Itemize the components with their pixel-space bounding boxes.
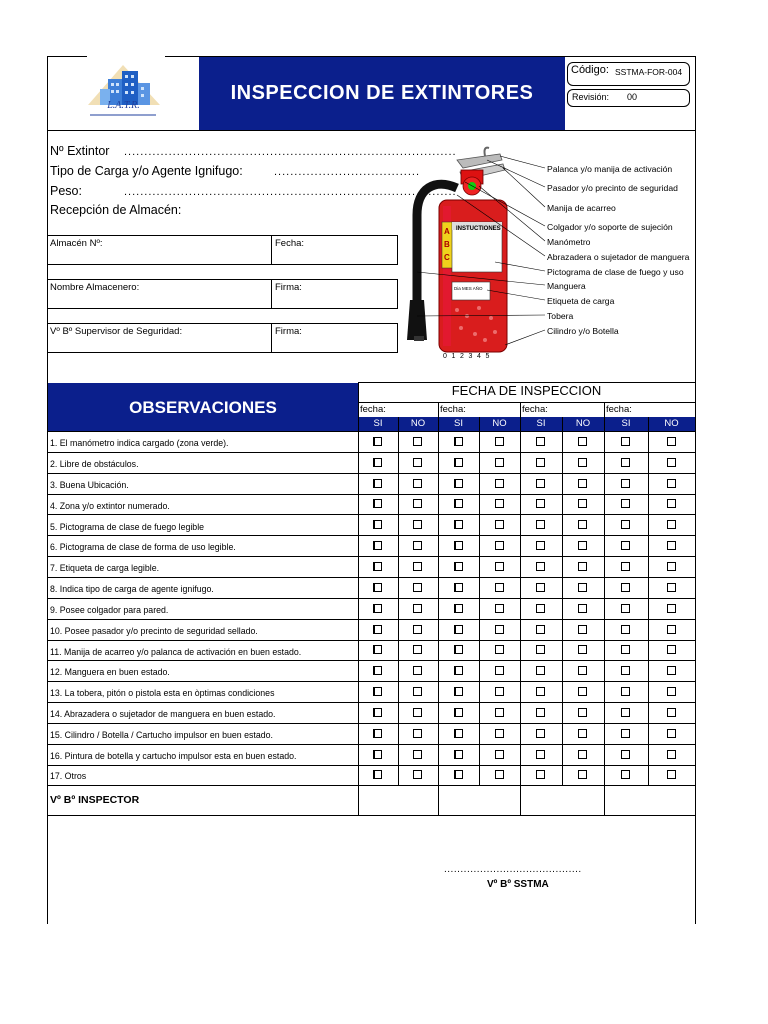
checkbox-r5-si2[interactable]: [454, 520, 463, 529]
almacenero-label: Nombre Almacenero:: [50, 282, 140, 293]
fecha-label-4: fecha:: [606, 404, 632, 415]
row-line-12: [47, 681, 696, 682]
instructions-label: INSTUCTIONES: [456, 226, 501, 232]
checkbox-r15-si2[interactable]: [454, 729, 463, 738]
checkbox-r2-si4[interactable]: [621, 458, 630, 467]
row-text-1: 1. El manómetro indica cargado (zona verde).: [50, 438, 229, 448]
checkbox-r4-no1[interactable]: [413, 499, 422, 508]
col-line-obs: [358, 383, 359, 815]
checkbox-r16-si3[interactable]: [536, 750, 545, 759]
col-line-group-2: [520, 402, 521, 815]
company-logo-icon: [48, 57, 199, 130]
row-line-2: [47, 473, 696, 474]
carga-field[interactable]: ....................................: [274, 166, 421, 178]
checkbox-r17-si3[interactable]: [536, 770, 545, 779]
si-label-3: SI: [536, 418, 546, 429]
checkbox-r7-no4[interactable]: [667, 562, 676, 571]
checkbox-r6-si3[interactable]: [536, 541, 545, 550]
checkbox-r4-si1[interactable]: [373, 499, 382, 508]
checkbox-r5-si1[interactable]: [373, 520, 382, 529]
callout-pasador: Pasador y/o precinto de seguridad: [547, 183, 678, 193]
row-line-7: [47, 577, 696, 578]
checkbox-r14-no2[interactable]: [495, 708, 504, 717]
row-line-9: [47, 619, 696, 620]
checkbox-r12-si4[interactable]: [621, 666, 630, 675]
checkbox-r15-si4[interactable]: [621, 729, 630, 738]
checkbox-r2-si3[interactable]: [536, 458, 545, 467]
peso-field[interactable]: ..................................................................................: [124, 186, 457, 198]
checkbox-r14-si3[interactable]: [536, 708, 545, 717]
frame-left-border: [47, 56, 48, 924]
callout-manguera: Manguera: [547, 281, 586, 291]
form-title: INSPECCION DE EXTINTORES: [230, 82, 534, 104]
almacen-divider: [271, 235, 272, 265]
checkbox-r4-no2[interactable]: [495, 499, 504, 508]
scale-numbers: [443, 353, 489, 360]
title-banner: [199, 57, 565, 130]
checkbox-r17-no1[interactable]: [413, 770, 422, 779]
revision-box: [567, 89, 690, 107]
row-text-8: 8. Indica tipo de carga de agente ignifugo.: [50, 584, 214, 594]
checkbox-r12-no4[interactable]: [667, 666, 676, 675]
etiqueta-label: Dia MES AÑO: [454, 286, 483, 291]
checkbox-r16-si1[interactable]: [373, 750, 382, 759]
checkbox-r16-no2[interactable]: [495, 750, 504, 759]
sstma-signature-line[interactable]: ..........................................: [444, 864, 582, 875]
checkbox-r6-si1[interactable]: [373, 541, 382, 550]
checkbox-r3-si4[interactable]: [621, 479, 630, 488]
checkbox-r8-no1[interactable]: [413, 583, 422, 592]
checkbox-r7-si1[interactable]: [373, 562, 382, 571]
checkbox-r5-no2[interactable]: [495, 520, 504, 529]
row-text-16: 16. Pintura de botella y cartucho impulsor esta en buen estado.: [50, 751, 297, 761]
row-text-15: 15. Cilindro / Botella / Cartucho impulsor en buen estado.: [50, 730, 273, 740]
row-line-10: [47, 640, 696, 641]
checkbox-r9-si2[interactable]: [454, 604, 463, 613]
col-line-split-4: [648, 417, 649, 785]
checkbox-r6-si4[interactable]: [621, 541, 630, 550]
fecha-inspeccion-line: [358, 402, 696, 403]
row-text-5: 5. Pictograma de clase de fuego legible: [50, 522, 205, 532]
checkbox-r12-si1[interactable]: [373, 666, 382, 675]
callout-manija: Manija de acarreo: [547, 203, 616, 213]
checkbox-r1-si1[interactable]: [373, 437, 382, 446]
checkbox-r3-si2[interactable]: [454, 479, 463, 488]
scale-1: 1: [451, 353, 456, 360]
checkbox-r7-si2[interactable]: [454, 562, 463, 571]
logo-area: [48, 57, 199, 130]
checkbox-r7-no2[interactable]: [495, 562, 504, 571]
row-line-5: [47, 535, 696, 536]
extinguisher-diagram: [405, 140, 695, 370]
checkbox-r3-no2[interactable]: [495, 479, 504, 488]
checkbox-r12-no3[interactable]: [578, 666, 587, 675]
checkbox-r6-no4[interactable]: [667, 541, 676, 550]
carga-label: Tipo de Carga y/o Agente Ignifugo:: [50, 164, 243, 178]
checkbox-r15-no1[interactable]: [413, 729, 422, 738]
checkbox-r17-si4[interactable]: [621, 770, 630, 779]
checkbox-r4-si4[interactable]: [621, 499, 630, 508]
checkbox-r5-si4[interactable]: [621, 520, 630, 529]
checkbox-r4-si3[interactable]: [536, 499, 545, 508]
checkbox-r11-si2[interactable]: [454, 645, 463, 654]
almacen-label: Almacén Nº:: [50, 238, 103, 249]
scale-0: 0: [443, 353, 447, 360]
extintor-field[interactable]: ..................................................................................: [124, 146, 457, 158]
checkbox-r7-no1[interactable]: [413, 562, 422, 571]
checkbox-r15-no2[interactable]: [495, 729, 504, 738]
checkbox-r16-si4[interactable]: [621, 750, 630, 759]
checkbox-r14-si1[interactable]: [373, 708, 382, 717]
abc-letter-a: A: [444, 227, 450, 236]
si-label-1: SI: [373, 418, 383, 429]
checkbox-r5-no4[interactable]: [667, 520, 676, 529]
checkbox-r13-no2[interactable]: [495, 687, 504, 696]
fecha-inspeccion-title: FECHA DE INSPECCION: [451, 383, 602, 398]
checkbox-r9-si4[interactable]: [621, 604, 630, 613]
checkbox-r4-no4[interactable]: [667, 499, 676, 508]
revision-value: 00: [627, 92, 638, 102]
checkbox-r8-no2[interactable]: [495, 583, 504, 592]
checkbox-r3-no3[interactable]: [578, 479, 587, 488]
checkbox-r13-si2[interactable]: [454, 687, 463, 696]
checkbox-r9-no1[interactable]: [413, 604, 422, 613]
fecha-label: Fecha:: [275, 238, 305, 249]
row-text-6: 6. Pictograma de clase de forma de uso legible.: [50, 542, 236, 552]
checkbox-r10-no2[interactable]: [495, 625, 504, 634]
checkbox-r17-si1[interactable]: [373, 770, 382, 779]
row-text-11: 11. Manija de acarreo y/o palanca de activación en buen estado.: [50, 647, 302, 657]
callout-cilindro: Cilindro y/o Botella: [547, 326, 619, 336]
peso-label: Peso:: [50, 184, 82, 198]
checkbox-r17-no2[interactable]: [495, 770, 504, 779]
row-line-1: [47, 452, 696, 453]
checkbox-r7-no3[interactable]: [578, 562, 587, 571]
checkbox-r11-no3[interactable]: [578, 645, 587, 654]
checkbox-r16-no1[interactable]: [413, 750, 422, 759]
checkbox-r1-no1[interactable]: [413, 437, 422, 446]
checkbox-r17-no4[interactable]: [667, 770, 676, 779]
checkbox-r12-si2[interactable]: [454, 666, 463, 675]
checkbox-r11-si3[interactable]: [536, 645, 545, 654]
callout-abrazadera: Abrazadera o sujetador de manguera: [547, 252, 690, 262]
checkbox-r2-no4[interactable]: [667, 458, 676, 467]
inspector-label: Vº Bº INSPECTOR: [50, 794, 140, 806]
col-line-split-2: [479, 417, 480, 785]
no-label-3: NO: [575, 418, 591, 429]
row-line-14: [47, 723, 696, 724]
checkbox-r6-no3[interactable]: [578, 541, 587, 550]
scale-4: 4: [477, 353, 481, 360]
col-line-group-3: [604, 402, 605, 815]
checkbox-r7-si4[interactable]: [621, 562, 630, 571]
row-text-13: 13. La tobera, pitón o pistola esta en òptimas condiciones: [50, 688, 275, 698]
checkbox-r11-no4[interactable]: [667, 645, 676, 654]
row-text-4: 4. Zona y/o extintor numerado.: [50, 501, 170, 511]
codigo-label: Código:: [571, 64, 609, 76]
col-line-group-1: [438, 402, 439, 815]
checkbox-r14-no4[interactable]: [667, 708, 676, 717]
logo-text: L.A.T.R.: [107, 100, 140, 111]
checkbox-r1-no4[interactable]: [667, 437, 676, 446]
no-label-2: NO: [492, 418, 507, 429]
checkbox-r8-no4[interactable]: [667, 583, 676, 592]
checkbox-r12-no2[interactable]: [495, 666, 504, 675]
row-line-13: [47, 702, 696, 703]
row-text-14: 14. Abrazadera o sujetador de manguera en buen estado.: [50, 709, 276, 719]
checkbox-r3-si3[interactable]: [536, 479, 545, 488]
row-line-6: [47, 556, 696, 557]
checkbox-r17-si2[interactable]: [454, 770, 463, 779]
checkbox-r5-no3[interactable]: [578, 520, 587, 529]
abc-letter-c: C: [444, 253, 450, 262]
firma-label: Firma:: [275, 282, 302, 293]
row-line-8: [47, 598, 696, 599]
abc-label: [444, 225, 454, 264]
scale-2: 2: [460, 353, 464, 360]
row-line-16: [47, 765, 696, 766]
checkbox-r6-no1[interactable]: [413, 541, 422, 550]
almacenero-divider: [271, 279, 272, 309]
row-text-9: 9. Posee colgador para pared.: [50, 605, 169, 615]
checkbox-r7-si3[interactable]: [536, 562, 545, 571]
checkbox-r10-no3[interactable]: [578, 625, 587, 634]
checkbox-r14-no1[interactable]: [413, 708, 422, 717]
checkbox-r9-si1[interactable]: [373, 604, 382, 613]
row-line-3: [47, 494, 696, 495]
checkbox-r13-no1[interactable]: [413, 687, 422, 696]
fecha-label-3: fecha:: [522, 404, 548, 415]
checkbox-r12-si3[interactable]: [536, 666, 545, 675]
callout-manometro: Manómetro: [547, 237, 591, 247]
supervisor-label: Vº Bº Supervisor de Seguridad:: [50, 326, 183, 337]
checkbox-r3-no4[interactable]: [667, 479, 676, 488]
col-line-split-3: [562, 417, 563, 785]
checkbox-r11-si1[interactable]: [373, 645, 382, 654]
row-text-7: 7. Etiqueta de carga legible.: [50, 563, 160, 573]
checkbox-r16-si2[interactable]: [454, 750, 463, 759]
row-text-3: 3. Buena Ubicación.: [50, 480, 129, 490]
checkbox-r13-si4[interactable]: [621, 687, 630, 696]
observaciones-title: OBSERVACIONES: [129, 398, 277, 417]
row-line-18: [47, 815, 696, 816]
checkbox-r14-si2[interactable]: [454, 708, 463, 717]
checkbox-r15-no3[interactable]: [578, 729, 587, 738]
col-line-split-1: [398, 417, 399, 785]
checkbox-r8-si3[interactable]: [536, 583, 545, 592]
sstma-label: Vº Bº SSTMA: [487, 879, 549, 890]
checkbox-r15-no4[interactable]: [667, 729, 676, 738]
row-line-11: [47, 660, 696, 661]
row-text-2: 2. Libre de obstáculos.: [50, 459, 139, 469]
si-label-4: SI: [621, 418, 631, 429]
checkbox-r6-no2[interactable]: [495, 541, 504, 550]
checkbox-r10-si2[interactable]: [454, 625, 463, 634]
checkbox-r5-no1[interactable]: [413, 520, 422, 529]
codigo-box: [567, 62, 690, 86]
checkbox-r3-no1[interactable]: [413, 479, 422, 488]
checkbox-r15-si3[interactable]: [536, 729, 545, 738]
header-bottom-line: [47, 130, 696, 131]
checkbox-r5-si3[interactable]: [536, 520, 545, 529]
checkbox-r4-si2[interactable]: [454, 499, 463, 508]
checkbox-r10-no1[interactable]: [413, 625, 422, 634]
no-label-4: NO: [664, 418, 679, 429]
checkbox-r3-si1[interactable]: [373, 479, 382, 488]
row-line-0: [47, 431, 696, 432]
frame-right-border: [695, 56, 696, 924]
checkbox-r1-no2[interactable]: [495, 437, 504, 446]
checkbox-r10-si3[interactable]: [536, 625, 545, 634]
checkbox-r8-si2[interactable]: [454, 583, 463, 592]
checkbox-r13-no4[interactable]: [667, 687, 676, 696]
checkbox-r11-no2[interactable]: [495, 645, 504, 654]
fecha-label-1: fecha:: [360, 404, 386, 415]
codigo-value: SSTMA-FOR-004: [615, 67, 683, 77]
checkbox-r10-no4[interactable]: [667, 625, 676, 634]
checkbox-r11-no1[interactable]: [413, 645, 422, 654]
checkbox-r14-no3[interactable]: [578, 708, 587, 717]
row-text-17: 17. Otros: [50, 771, 87, 781]
row-text-12: 12. Manguera en buen estado.: [50, 667, 170, 677]
fecha-label-2: fecha:: [440, 404, 466, 415]
checkbox-r8-si4[interactable]: [621, 583, 630, 592]
callout-colgador: Colgador y/o soporte de sujeción: [547, 222, 673, 232]
revision-label: Revisión:: [572, 92, 610, 102]
checkbox-r9-no4[interactable]: [667, 604, 676, 613]
checkbox-r2-no2[interactable]: [495, 458, 504, 467]
si-label-2: SI: [454, 418, 463, 429]
checkbox-r16-no3[interactable]: [578, 750, 587, 759]
no-label-1: NO: [410, 418, 426, 429]
checkbox-r16-no4[interactable]: [667, 750, 676, 759]
callout-etiqueta: Etiqueta de carga: [547, 296, 615, 306]
row-line-17: [47, 785, 696, 786]
checkbox-r10-si1[interactable]: [373, 625, 382, 634]
checkbox-r2-no3[interactable]: [578, 458, 587, 467]
supervisor-divider: [271, 323, 272, 353]
row-line-4: [47, 514, 696, 515]
checkbox-r9-si3[interactable]: [536, 604, 545, 613]
checkbox-r1-no3[interactable]: [578, 437, 587, 446]
checkbox-r4-no3[interactable]: [578, 499, 587, 508]
checkbox-r2-si2[interactable]: [454, 458, 463, 467]
firma2-label: Firma:: [275, 326, 302, 337]
checkbox-r8-si1[interactable]: [373, 583, 382, 592]
abc-letter-b: B: [444, 240, 450, 249]
checkbox-r8-no3[interactable]: [578, 583, 587, 592]
checkbox-r14-si4[interactable]: [621, 708, 630, 717]
checkbox-r10-si4[interactable]: [621, 625, 630, 634]
checkbox-r13-si3[interactable]: [536, 687, 545, 696]
observaciones-header: [48, 383, 358, 431]
checkbox-r1-si2[interactable]: [454, 437, 463, 446]
checkbox-r15-si1[interactable]: [373, 729, 382, 738]
callout-tobera: Tobera: [547, 311, 574, 321]
row-text-10: 10. Posee pasador y/o precinto de seguridad sellado.: [50, 626, 258, 636]
scale-3: 3: [468, 353, 473, 360]
checkbox-r1-si3[interactable]: [536, 437, 545, 446]
checkbox-r2-si1[interactable]: [373, 458, 382, 467]
checkbox-r2-no1[interactable]: [413, 458, 422, 467]
checkbox-r13-no3[interactable]: [578, 687, 587, 696]
checkbox-r6-si2[interactable]: [454, 541, 463, 550]
checkbox-r1-si4[interactable]: [621, 437, 630, 446]
callout-palanca: Palanca y/o manija de activación: [547, 164, 673, 174]
callout-pictograma: Pictograma de clase de fuego y uso: [547, 267, 684, 277]
row-line-15: [47, 744, 696, 745]
checkbox-r17-no3[interactable]: [578, 770, 587, 779]
recepcion-label: Recepción de Almacén:: [50, 203, 182, 217]
checkbox-r12-no1[interactable]: [413, 666, 422, 675]
checkbox-r9-no2[interactable]: [495, 604, 504, 613]
extintor-label: Nº Extintor: [50, 144, 110, 158]
scale-5: 5: [485, 353, 490, 360]
checkbox-r11-si4[interactable]: [621, 645, 630, 654]
checkbox-r9-no3[interactable]: [578, 604, 587, 613]
checkbox-r13-si1[interactable]: [373, 687, 382, 696]
